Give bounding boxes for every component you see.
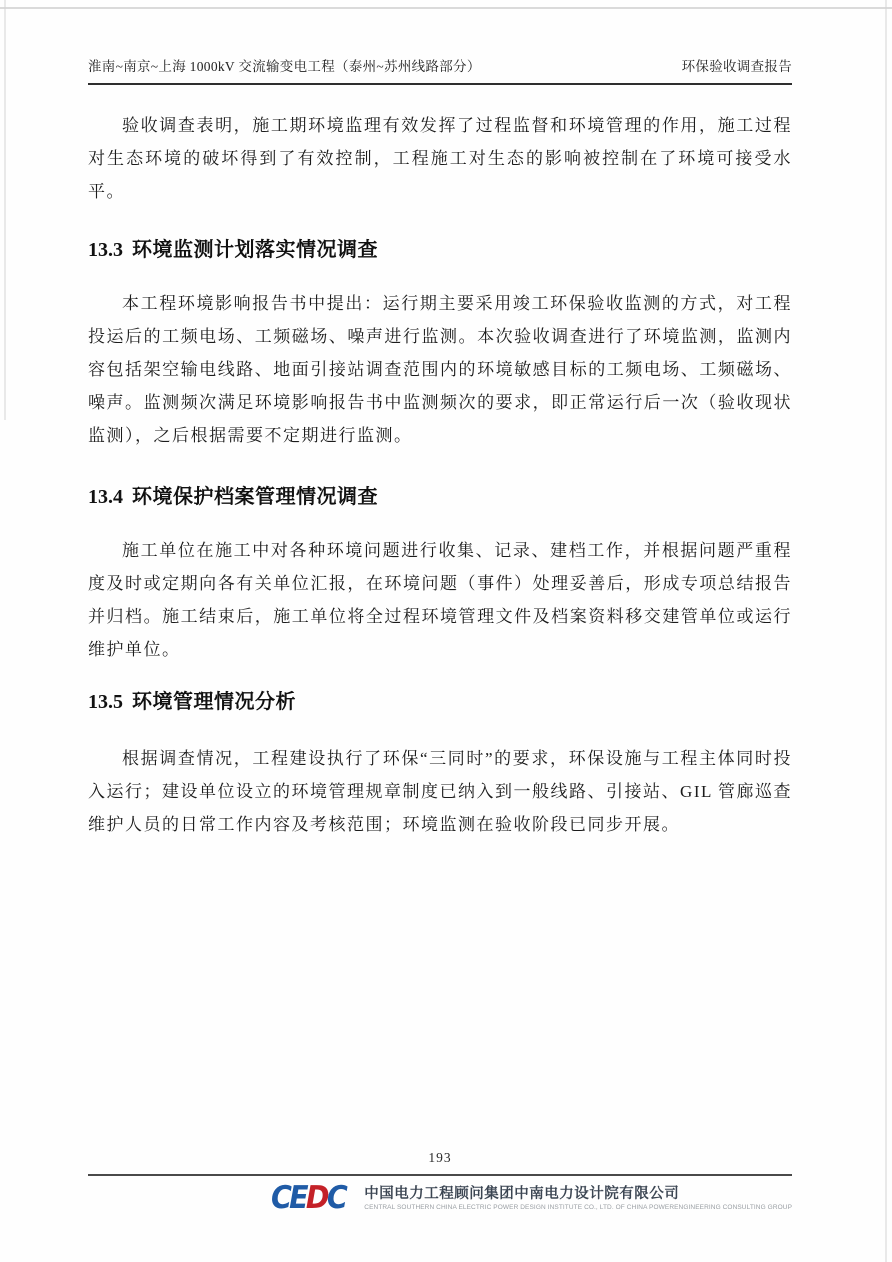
- section-paragraph-13-3: 本工程环境影响报告书中提出：运行期主要采用竣工环保验收监测的方式，对工程投运后的工频电场、工频磁场、噪声进行监测。本次验收调查进行了环境监测，监测内容包括架空输电线路、地面引接站调查范围内的环境敏感目标的工频电场、工频磁场、噪声。监测频次满足环境影响报告书中监测频次的要求，即正常运行后一次（验收现状监测），之后根据需要不定期进行监测。: [88, 294, 792, 445]
- cedc-logo-icon: [270, 1180, 349, 1216]
- logo-letter: D: [305, 1180, 327, 1216]
- header-report-title: 环保验收调查报告: [681, 59, 792, 74]
- section-paragraph-13-5: 根据调查情况，工程建设执行了环保“三同时”的要求，环保设施与工程主体同时投入运行；建设单位设立的环境管理规章制度已纳入到一般线路、引接站、GIL 管廊巡查维护人员的日常工作内容及考核范围；环境监测在验收阶段已同步开展。: [88, 749, 792, 834]
- section-paragraph-13-4: 施工单位在施工中对各种环境问题进行收集、记录、建档工作，并根据问题严重程度及时或定期向各有关单位汇报，在环境问题（事件）处理妥善后，形成专项总结报告并归档。施工结束后，施工单位将全过程环境管理文件及档案资料移交建管单位或运行维护单位。: [88, 541, 792, 659]
- company-tagline: CENTRAL SOUTHERN CHINA ELECTRIC POWER DESIGN INSTITUTE CO., LTD. OF CHINA POWERENGINEERING CONSULTING GROUP: [364, 1203, 792, 1211]
- section-heading-13-3: [88, 236, 792, 264]
- footer-divider: [88, 1174, 792, 1176]
- document-body: [88, 109, 792, 841]
- section-heading-13-5: [88, 688, 792, 716]
- scan-edge-right: [885, 0, 887, 1262]
- logo-letter: C: [270, 1180, 290, 1216]
- scan-edge-top: [0, 7, 892, 9]
- company-logo-block: [270, 1180, 792, 1216]
- section-number: 13.3: [88, 239, 123, 261]
- section-heading-13-4: [88, 483, 792, 511]
- section-title: 环境保护档案管理情况调查: [132, 486, 378, 508]
- section-title: 环境管理情况分析: [132, 691, 296, 713]
- section-number: 13.4: [88, 486, 123, 508]
- page-header: [88, 56, 792, 85]
- company-text: [364, 1186, 792, 1212]
- section-number: 13.5: [88, 691, 123, 713]
- logo-letter: E: [289, 1180, 306, 1216]
- scan-edge-left: [4, 0, 6, 420]
- header-project-title: 淮南~南京~上海 1000kV 交流输变电工程（泰州~苏州线路部分）: [88, 59, 481, 74]
- section-title: 环境监测计划落实情况调查: [132, 239, 378, 261]
- page-number: 193: [428, 1150, 452, 1165]
- logo-letter: C: [326, 1180, 345, 1216]
- intro-paragraph: 验收调查表明，施工期环境监理有效发挥了过程监督和环境管理的作用，施工过程对生态环境的破坏得到了有效控制，工程施工对生态的影响被控制在了环境可接受水平。: [88, 116, 792, 201]
- company-name: 中国电力工程顾问集团中南电力设计院有限公司: [364, 1185, 680, 1202]
